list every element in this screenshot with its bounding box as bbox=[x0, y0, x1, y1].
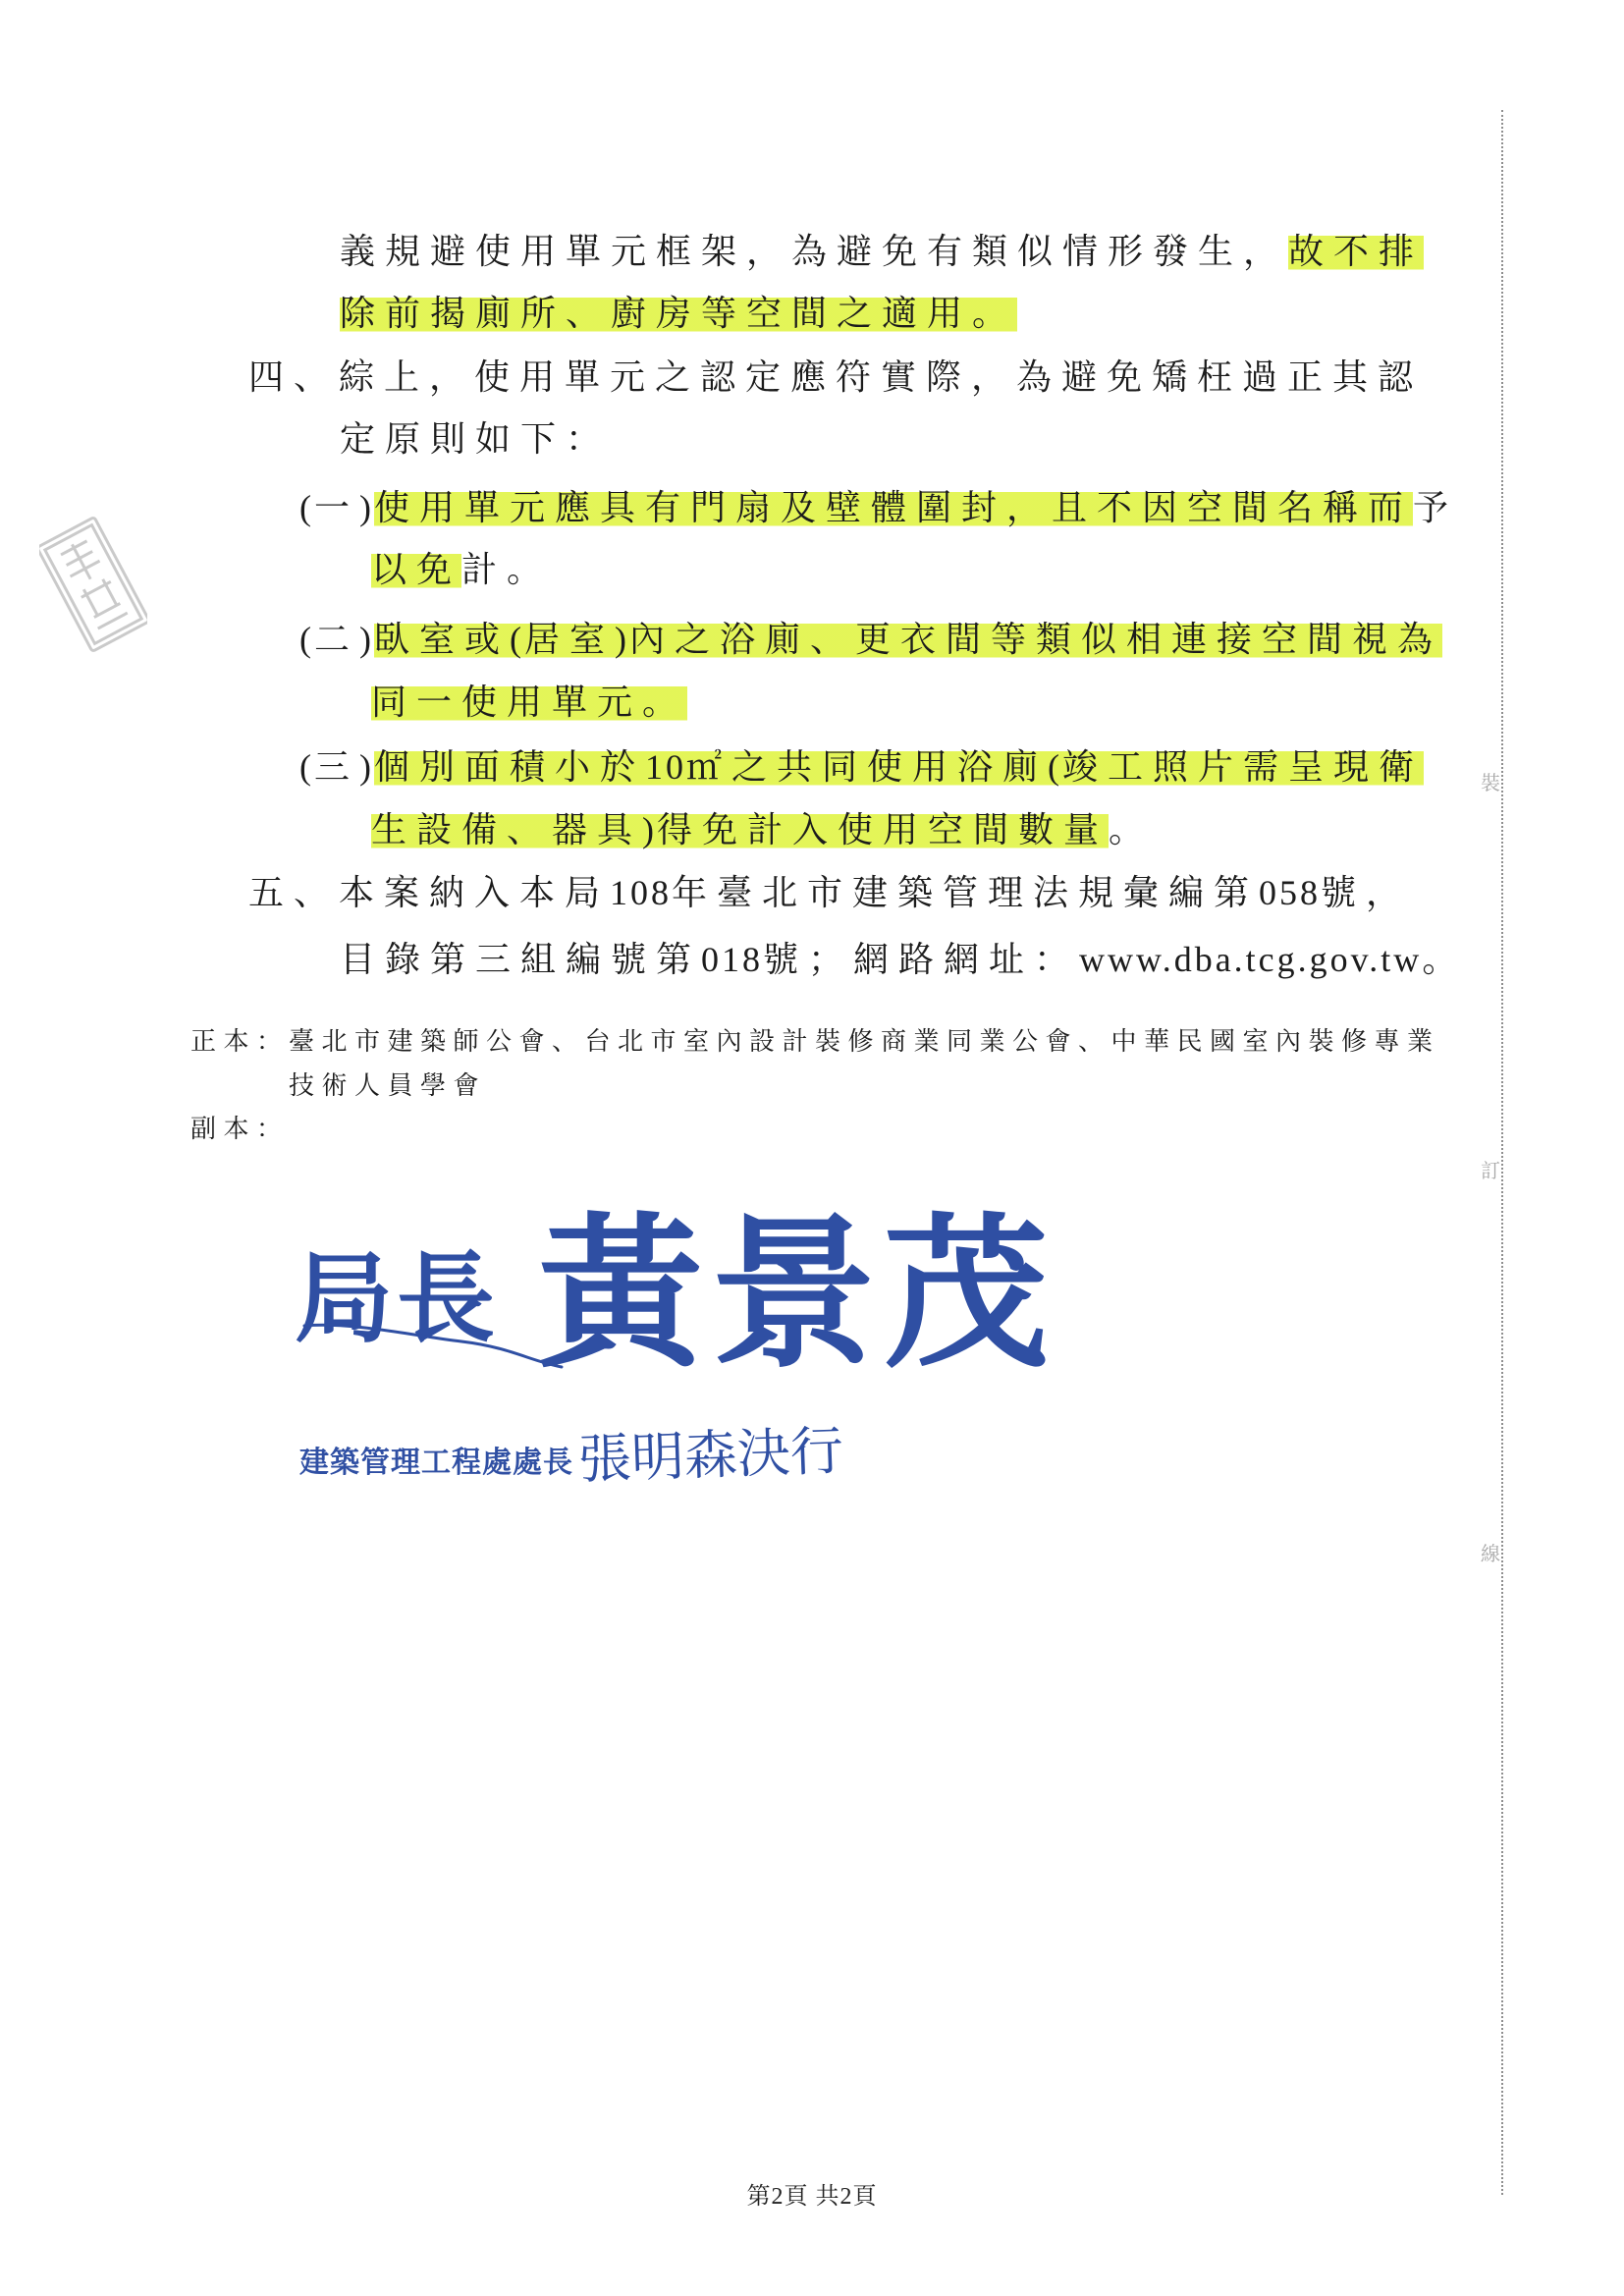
list-marker: (一) bbox=[299, 488, 375, 527]
ascii-run: ) bbox=[615, 620, 630, 659]
body-line-7 bbox=[299, 617, 1442, 662]
ascii-run: 018 bbox=[701, 940, 764, 979]
ascii-run: ( bbox=[299, 620, 314, 659]
body-line-2 bbox=[340, 291, 1017, 336]
section-heading-text: 五、本案納入本局108年臺北市建築管理法規彙編第058號， bbox=[248, 873, 1412, 912]
delegate-title-stamp: 建築管理工程處處長 bbox=[299, 1446, 573, 1480]
body-line-9 bbox=[299, 744, 1424, 790]
highlighted-text: 除前揭廁所、廚房等空間之適用。 bbox=[340, 294, 1018, 333]
original-recipients-label: 正本： bbox=[190, 1027, 290, 1056]
body-text: 計。 bbox=[461, 550, 553, 589]
binding-dotted-line bbox=[1501, 110, 1503, 2195]
binding-label-1: 裝 bbox=[1481, 773, 1500, 794]
highlighted-text: 個別面積小於10㎡之共同使用浴廁(竣工照片需呈現衛 bbox=[374, 747, 1425, 787]
signature-stroke bbox=[295, 1306, 569, 1385]
body-line-1 bbox=[340, 229, 1424, 274]
ascii-run: ) bbox=[359, 747, 375, 787]
ascii-run: ( bbox=[299, 747, 314, 787]
original-recipients-line-2: 技術人員學會 bbox=[289, 1071, 487, 1100]
binding-label-2: 訂 bbox=[1481, 1161, 1500, 1182]
highlighted-text: 同一使用單元。 bbox=[371, 683, 688, 722]
body-line-6 bbox=[371, 547, 552, 592]
ascii-run: ) bbox=[642, 810, 658, 849]
official-seal-stamp bbox=[39, 496, 147, 673]
ascii-run: 10 bbox=[645, 747, 687, 787]
ascii-run: ) bbox=[359, 620, 375, 659]
body-text: 定原則如下： bbox=[340, 419, 612, 459]
body-text: 義規避使用單元框架，為避免有類似情形發生， bbox=[340, 232, 1289, 271]
body-line-5 bbox=[299, 485, 1458, 530]
list-marker: (三) bbox=[299, 747, 375, 787]
body-text: 目錄第三組編號第018號；網路網址：www.dba.tcg.gov.tw。 bbox=[340, 940, 1468, 979]
page-number: 第2頁 共2頁 bbox=[746, 2184, 878, 2210]
ascii-run: www.dba.tcg.gov.tw bbox=[1079, 940, 1423, 979]
ascii-run: 108 bbox=[610, 873, 673, 912]
body-line-10 bbox=[371, 807, 1154, 852]
copy-recipients-label: 副本： bbox=[190, 1115, 290, 1143]
list-marker: (二) bbox=[299, 620, 375, 659]
highlighted-text: 以免 bbox=[371, 550, 462, 589]
body-line-11 bbox=[248, 870, 1411, 915]
seal-graphic bbox=[39, 496, 147, 673]
body-line-12 bbox=[340, 937, 1467, 982]
signature-name-stamp: 黃景茂 bbox=[538, 1196, 1056, 1391]
highlighted-text: 生設備、器具)得免計入使用空間數量 bbox=[371, 810, 1110, 849]
ascii-run: ) bbox=[359, 488, 375, 527]
signature-title-stamp: 局長 bbox=[295, 1240, 499, 1356]
highlighted-text: 故不排 bbox=[1288, 232, 1425, 271]
ascii-run: ( bbox=[299, 488, 314, 527]
section-heading-text: 四、綜上，使用單元之認定應符實際，為避免矯枉過正其認 bbox=[248, 357, 1424, 397]
body-line-4 bbox=[340, 416, 611, 462]
body-text: 予 bbox=[1413, 488, 1459, 527]
ascii-run: 058 bbox=[1259, 873, 1322, 912]
ascii-run: ( bbox=[510, 620, 525, 659]
body-text: 。 bbox=[1109, 810, 1155, 849]
delegate-signature-stamp: 張明森決行 bbox=[576, 1419, 844, 1491]
body-line-3 bbox=[248, 355, 1423, 400]
binding-label-3: 線 bbox=[1481, 1544, 1500, 1565]
original-recipients-line-1: 臺北市建築師公會、台北市室內設計裝修商業同業公會、中華民國室內裝修專業 bbox=[289, 1027, 1440, 1056]
highlighted-text: 使用單元應具有門扇及壁體圍封，且不因空間名稱而 bbox=[374, 488, 1414, 527]
ascii-run: ( bbox=[1048, 747, 1063, 787]
body-line-8 bbox=[371, 680, 687, 725]
highlighted-text: 臥室或(居室)內之浴廁、更衣間等類似相連接空間視為 bbox=[374, 620, 1443, 659]
